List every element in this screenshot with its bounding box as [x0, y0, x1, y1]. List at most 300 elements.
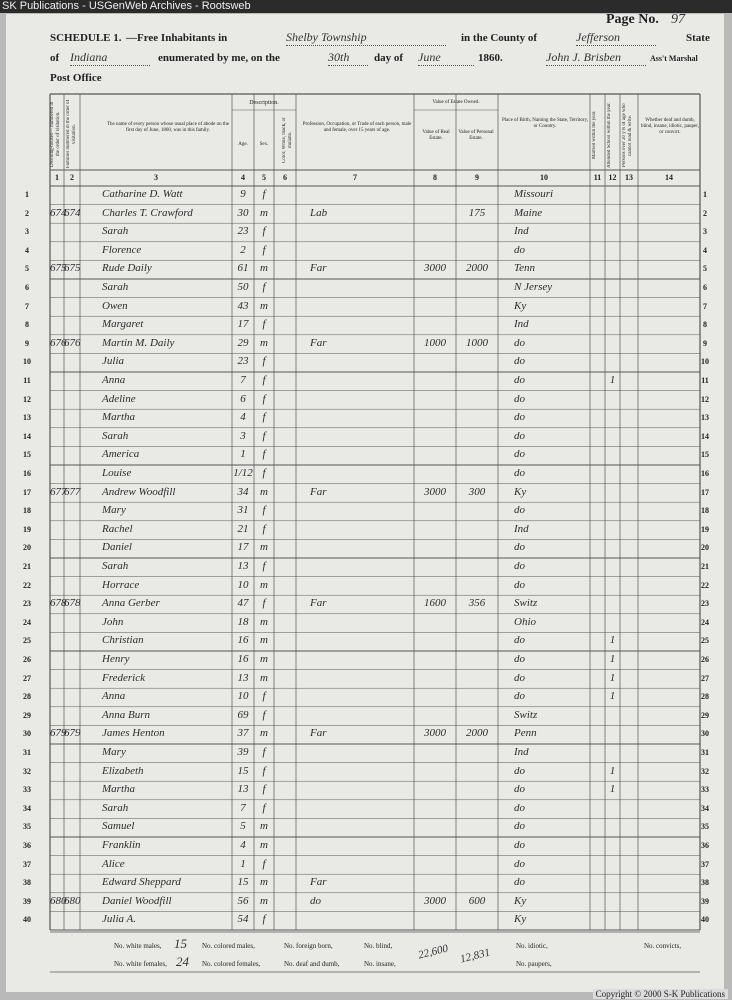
occupation: do: [310, 894, 321, 907]
birthplace: do: [514, 392, 525, 405]
col-birthplace-header: Place of Birth, Naming the State, Territory, or Country.: [501, 118, 589, 129]
line-number: 29: [701, 710, 709, 720]
census-row: [6, 279, 724, 297]
census-row: [6, 707, 724, 725]
line-number: 17: [701, 487, 709, 497]
sex: m: [260, 727, 268, 740]
sex: f: [262, 690, 266, 703]
birthplace: do: [514, 857, 525, 870]
line-number: 31: [23, 748, 31, 757]
sex: f: [262, 764, 266, 777]
column-number-14: 14: [665, 173, 673, 182]
sex: f: [262, 243, 266, 256]
line-number: 6: [25, 283, 29, 292]
personal-estate-value: 356: [468, 597, 486, 610]
line-number: 12: [701, 394, 709, 404]
person-name: Andrew Woodfill: [102, 485, 176, 498]
sex: f: [262, 318, 266, 331]
state-field: Indiana: [70, 50, 150, 66]
column-number-11: 11: [593, 173, 602, 182]
schedule-label: SCHEDULE 1.: [50, 32, 122, 44]
col-color-header: Color, White, black, or mulatto.: [282, 117, 293, 163]
age: 23: [237, 225, 249, 238]
school-mark: 1: [609, 671, 616, 684]
age: 17: [237, 318, 249, 331]
birthplace: do: [514, 541, 525, 554]
age: 21: [237, 522, 249, 535]
age: 1/12: [233, 467, 253, 479]
line-number: 4: [25, 245, 29, 255]
age: 5: [240, 820, 246, 833]
person-name: America: [102, 448, 140, 461]
census-row: [6, 632, 724, 650]
person-name: Anna Burn: [102, 708, 150, 721]
family-number: 680: [64, 894, 81, 907]
birthplace: do: [514, 783, 525, 796]
birthplace: do: [514, 801, 525, 814]
personal-estate-value: 2000: [466, 727, 488, 740]
line-number: 40: [701, 915, 709, 925]
age: 50: [237, 281, 249, 293]
person-name: Daniel: [102, 541, 132, 554]
line-number: 19: [23, 524, 31, 534]
page-number: 97: [671, 12, 685, 27]
age: 10: [237, 690, 249, 703]
age: 1: [240, 448, 246, 461]
county-label: in the County of: [461, 32, 538, 44]
person-name: Franklin: [102, 839, 141, 851]
census-row: [6, 335, 724, 353]
col-estate-header: Value of Estate Owned.: [432, 100, 480, 105]
person-name: James Henton: [102, 727, 165, 740]
sex: f: [262, 560, 266, 572]
census-row: [6, 595, 724, 613]
occupation: Far: [310, 727, 327, 740]
birthplace: N Jersey: [514, 281, 553, 293]
census-row: [6, 409, 724, 427]
line-number: 3: [25, 227, 29, 237]
person-name: Anna Gerber: [102, 597, 160, 610]
person-name: Alice: [102, 857, 125, 870]
age: 16: [237, 653, 249, 665]
column-number-1: 1: [55, 173, 59, 182]
age: 9: [240, 188, 246, 200]
line-number: 12: [23, 394, 31, 404]
person-name: Horrace: [102, 578, 140, 591]
sex: f: [262, 746, 266, 758]
sex: m: [260, 299, 268, 312]
birthplace: Ind: [514, 522, 529, 535]
line-number: 16: [23, 469, 31, 478]
birthplace: do: [514, 578, 525, 591]
person-name: Edward Sheppard: [102, 876, 181, 889]
white-females-count: 24: [176, 954, 189, 969]
census-row: [6, 428, 724, 446]
sex: m: [260, 894, 268, 907]
line-number: 14: [701, 431, 709, 441]
birthplace: do: [514, 448, 525, 461]
line-number: 32: [23, 766, 31, 776]
col-sex-header: Sex.: [259, 142, 269, 147]
column-number-5: 5: [262, 173, 266, 182]
birthplace: do: [514, 820, 525, 833]
month-field: June: [418, 50, 474, 66]
township-field: Shelby Township: [286, 30, 446, 46]
birthplace: do: [514, 374, 525, 386]
line-number: 14: [23, 431, 31, 441]
line-number: 30: [23, 729, 31, 739]
line-number: 27: [701, 673, 709, 683]
line-number: 39: [23, 896, 31, 906]
census-row: [6, 744, 724, 762]
colored-females-label: No. colored females,: [202, 960, 261, 968]
age: 31: [237, 504, 249, 517]
person-name: Adeline: [102, 392, 136, 405]
white-males-count: 15: [174, 936, 187, 951]
line-number: 39: [701, 896, 709, 906]
sex: f: [262, 801, 266, 814]
school-mark: 1: [609, 690, 616, 703]
person-name: Rachel: [102, 522, 133, 535]
line-number: 35: [23, 822, 31, 832]
age: 2: [240, 243, 246, 256]
sex: m: [260, 653, 268, 665]
post-office-label: Post Office: [50, 72, 102, 84]
line-number: 35: [701, 822, 709, 832]
age: 34: [237, 485, 249, 498]
real-estate-value: 3000: [424, 894, 446, 907]
paupers-label: No. paupers,: [516, 960, 552, 968]
occupation: Lab: [310, 206, 328, 219]
col-cannot-read-header: Persons over 20 y'rs of age who cannot read & write.: [622, 103, 633, 167]
line-number: 37: [23, 859, 31, 869]
sex: m: [260, 578, 268, 591]
school-mark: 1: [609, 653, 616, 665]
line-number: 38: [701, 878, 709, 888]
sex: f: [262, 392, 266, 405]
birthplace: Ky: [514, 894, 527, 907]
census-row: [6, 260, 724, 278]
person-name: Julia: [102, 355, 124, 368]
age: 6: [240, 392, 246, 405]
occupation: Far: [310, 262, 327, 275]
sex: f: [262, 374, 266, 386]
sex: f: [262, 857, 266, 870]
birthplace: do: [514, 560, 525, 572]
person-name: Sarah: [102, 429, 129, 442]
school-mark: 1: [609, 634, 616, 647]
census-row: [6, 539, 724, 557]
sex: m: [260, 634, 268, 647]
personal-estate-value: 600: [468, 894, 486, 907]
family-number: 674: [64, 206, 81, 219]
col-description-header: Description.: [249, 100, 279, 106]
age: 47: [237, 597, 249, 610]
census-row: [6, 465, 724, 483]
person-name: Martha: [102, 783, 135, 796]
family-number: 679: [64, 727, 81, 740]
birthplace: do: [514, 764, 525, 777]
person-name: Henry: [102, 653, 130, 665]
line-number: 2: [703, 208, 707, 218]
birthplace: Tenn: [514, 262, 535, 275]
insane-label: No. insane,: [364, 960, 396, 968]
line-number: 9: [703, 338, 707, 348]
birthplace: Ind: [514, 225, 529, 238]
line-number: 6: [703, 283, 707, 292]
line-number: 10: [701, 357, 709, 367]
line-number: 28: [701, 692, 709, 702]
personal-estate-value: 1000: [466, 336, 488, 349]
sex: f: [262, 467, 266, 479]
school-mark: 1: [609, 764, 616, 777]
line-number: 25: [701, 636, 709, 646]
occupation: Far: [310, 876, 327, 889]
census-row: [6, 725, 724, 743]
col-age-header: Age.: [238, 142, 248, 147]
birthplace: do: [514, 467, 525, 479]
line-number: 8: [25, 320, 29, 330]
school-mark: 1: [609, 374, 616, 386]
line-number: 20: [701, 543, 709, 553]
line-number: 13: [23, 413, 31, 423]
line-number: 17: [23, 487, 31, 497]
age: 13: [237, 560, 249, 572]
sex: m: [260, 541, 268, 554]
sex: f: [262, 597, 266, 610]
line-number: 29: [23, 710, 31, 720]
line-number: 28: [23, 692, 31, 702]
person-name: Charles T. Crawford: [102, 206, 193, 219]
line-number: 1: [25, 190, 29, 199]
sex: m: [260, 336, 268, 349]
dwelling-number: 677: [50, 485, 67, 498]
col-personal-estate-header: Value of Personal Estate.: [458, 130, 494, 141]
census-row: [6, 837, 724, 855]
line-number: 38: [23, 878, 31, 888]
age: 15: [237, 876, 249, 889]
line-number: 27: [23, 673, 31, 683]
person-name: Margaret: [102, 318, 144, 331]
total-personal-estate: 12,831: [458, 946, 492, 966]
occupation: Far: [310, 485, 327, 498]
person-name: Sarah: [102, 560, 129, 572]
line-number: 34: [701, 803, 709, 813]
age: 4: [240, 839, 246, 851]
age: 43: [237, 299, 249, 312]
birthplace: Penn: [514, 727, 537, 740]
dwelling-number: 674: [50, 206, 67, 219]
line-number: 15: [23, 450, 31, 460]
sex: f: [262, 429, 266, 442]
col-occupation-header: Profession, Occupation, or Trade of each person, male and female, over 15 years of age.: [302, 122, 412, 133]
line-number: 31: [701, 748, 709, 757]
column-number-13: 13: [625, 173, 633, 182]
line-number: 23: [23, 599, 31, 609]
idiotic-label: No. idiotic,: [516, 942, 548, 950]
census-row: [6, 614, 724, 632]
birthplace: Ind: [514, 746, 529, 758]
line-number: 36: [23, 841, 31, 850]
birthplace: do: [514, 839, 525, 851]
deaf-dumb-label: No. deaf and dumb,: [284, 960, 340, 968]
age: 16: [237, 634, 249, 647]
sex: f: [262, 522, 266, 535]
line-number: 16: [701, 469, 709, 478]
age: 56: [237, 894, 249, 907]
line-number: 33: [23, 785, 31, 795]
line-number: 7: [25, 301, 29, 311]
sex: m: [260, 485, 268, 498]
dwelling-number: 678: [50, 597, 67, 610]
person-name: Louise: [102, 467, 132, 479]
census-row: [6, 353, 724, 371]
copyright-notice: Copyright © 2000 S-K Publications: [593, 989, 728, 999]
col-real-estate-header: Value of Real Estate.: [422, 130, 450, 141]
birthplace: do: [514, 634, 525, 647]
foreign-born-label: No. foreign born,: [284, 942, 333, 950]
person-name: Mary: [102, 746, 126, 758]
real-estate-value: 1600: [424, 597, 446, 610]
white-males-label: No. white males,: [114, 942, 162, 950]
window-title: SK Publications - USGenWeb Archives - Rootsweb: [2, 0, 251, 12]
age: 13: [237, 783, 249, 796]
census-row: [6, 298, 724, 316]
year-label: 1860.: [478, 52, 503, 64]
census-page: [6, 14, 724, 992]
birthplace: do: [514, 504, 525, 517]
age: 30: [237, 206, 249, 219]
person-name: Sarah: [102, 225, 129, 238]
line-number: 5: [703, 264, 707, 274]
census-row: [6, 372, 724, 390]
total-real-estate: 22,600: [416, 942, 450, 962]
census-row: [6, 651, 724, 669]
sex: m: [260, 876, 268, 889]
age: 1: [240, 857, 246, 870]
line-number: 15: [701, 450, 709, 460]
person-name: Elizabeth: [102, 764, 144, 777]
line-number: 10: [23, 357, 31, 367]
column-number-12: 12: [608, 173, 617, 182]
sex: m: [260, 671, 268, 684]
col-school-header: Attended School within the year.: [607, 102, 612, 168]
age: 18: [237, 615, 249, 628]
col-name-header: The name of every person whose usual place of abode on the first day of June, 1860, was in this family.: [106, 122, 230, 133]
line-number: 32: [701, 766, 709, 776]
birthplace: do: [514, 411, 525, 424]
census-row: [6, 874, 724, 892]
line-number: 36: [701, 841, 709, 850]
age: 10: [237, 578, 249, 591]
sex: m: [260, 615, 268, 628]
state-label: State: [686, 32, 710, 44]
column-number-2: 2: [70, 173, 74, 182]
line-number: 2: [25, 208, 29, 218]
sex: f: [262, 355, 266, 368]
census-row: [6, 670, 724, 688]
person-name: Mary: [102, 504, 126, 517]
line-number: 21: [701, 562, 709, 571]
real-estate-value: 3000: [424, 485, 446, 498]
person-name: Anna: [102, 374, 126, 386]
occupation: Far: [310, 336, 327, 349]
birthplace: Switz: [514, 708, 538, 721]
sex: f: [262, 913, 266, 926]
sex: m: [260, 820, 268, 833]
col-disabled-header: Whether deaf and dumb, blind, insane, idiotic, pauper, or convict.: [641, 118, 699, 135]
school-mark: 1: [609, 783, 616, 796]
person-name: Christian: [102, 634, 144, 647]
line-number: 11: [701, 376, 709, 385]
blind-label: No. blind,: [364, 942, 393, 950]
personal-estate-value: 175: [468, 206, 486, 219]
family-number: 676: [64, 336, 81, 349]
column-number-10: 10: [540, 173, 548, 182]
person-name: John: [102, 615, 124, 628]
person-name: Owen: [102, 299, 128, 312]
white-females-label: No. white females,: [114, 960, 167, 968]
col-married-header: Married within the year.: [592, 110, 597, 160]
birthplace: Ohio: [514, 615, 536, 628]
age: 4: [240, 411, 246, 424]
age: 13: [237, 671, 249, 684]
line-number: 18: [23, 506, 31, 516]
age: 7: [240, 374, 246, 386]
age: 23: [237, 355, 249, 368]
census-row: [6, 781, 724, 799]
birthplace: Ky: [514, 299, 527, 312]
birthplace: do: [514, 876, 525, 889]
age: 17: [237, 541, 249, 554]
birthplace: do: [514, 336, 525, 349]
census-row: [6, 484, 724, 502]
census-row: [6, 502, 724, 520]
line-number: 23: [701, 599, 709, 609]
age: 39: [237, 746, 249, 758]
birthplace: do: [514, 429, 525, 442]
enumerated-label: enumerated by me, on the: [158, 52, 280, 64]
family-number: 677: [64, 485, 81, 498]
sex: f: [262, 708, 266, 721]
column-number-6: 6: [283, 173, 287, 182]
person-name: Catharine D. Watt: [102, 188, 183, 200]
census-row: [6, 186, 724, 204]
sex: f: [262, 225, 266, 238]
col-dwelling-header: Dwelling-houses— numbered in the order of visitation.: [50, 101, 61, 167]
census-row: [6, 577, 724, 595]
person-name: Sarah: [102, 801, 129, 814]
line-number: 18: [701, 506, 709, 516]
line-number: 4: [703, 245, 707, 255]
line-number: 24: [23, 617, 31, 627]
real-estate-value: 3000: [424, 262, 446, 275]
birthplace: Ky: [514, 485, 527, 498]
person-name: Daniel Woodfill: [102, 894, 172, 907]
census-row: [6, 223, 724, 241]
occupation: Far: [310, 597, 327, 610]
census-row: [6, 242, 724, 260]
family-number: 675: [64, 262, 81, 275]
dwelling-number: 675: [50, 262, 67, 275]
column-number-7: 7: [353, 173, 357, 182]
sex: m: [260, 206, 268, 219]
census-row: [6, 911, 724, 929]
line-number: 3: [703, 227, 707, 237]
line-number: 25: [23, 636, 31, 646]
line-number: 20: [23, 543, 31, 553]
birthplace: Missouri: [514, 188, 554, 200]
